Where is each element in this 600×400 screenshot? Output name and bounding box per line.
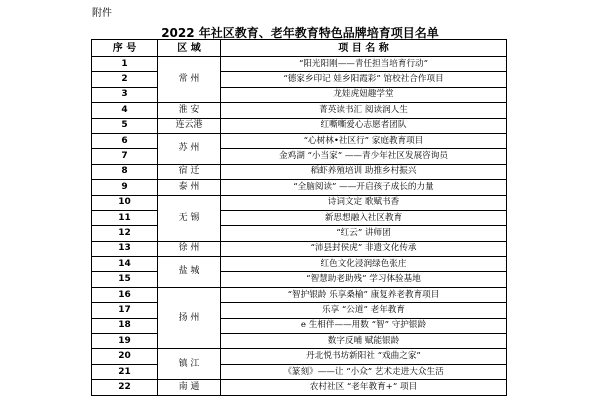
table-header-row bbox=[92, 40, 507, 57]
row-number: 20 bbox=[92, 349, 158, 364]
row-project-name: 农村社区 “老年教育+” 项目 bbox=[221, 380, 507, 395]
row-project-name: 诗词文定 歌赋书香 bbox=[221, 195, 507, 210]
row-number: 22 bbox=[92, 380, 158, 395]
table-body bbox=[92, 57, 507, 396]
table-row bbox=[92, 149, 507, 164]
table-row bbox=[92, 103, 507, 118]
row-project-name: 《篆刻》——让 “小众” 艺术走进大众生活 bbox=[221, 364, 507, 379]
row-number: 9 bbox=[92, 180, 158, 195]
table-row bbox=[92, 303, 507, 318]
row-region: 无 锡 bbox=[158, 195, 221, 241]
row-project-name: “全脑阅读” ——开启孩子成长的力量 bbox=[221, 180, 507, 195]
row-project-name: “智护银龄 乐享桑榆” 康复养老教育项目 bbox=[221, 287, 507, 302]
row-number: 5 bbox=[92, 118, 158, 133]
row-number: 6 bbox=[92, 133, 158, 148]
table-row bbox=[92, 241, 507, 256]
row-region: 盐 城 bbox=[158, 257, 221, 288]
project-table bbox=[91, 39, 507, 396]
header-name: 项 目 名 称 bbox=[221, 40, 507, 57]
row-region: 连云港 bbox=[158, 118, 221, 133]
table-row bbox=[92, 57, 507, 72]
table-row bbox=[92, 133, 507, 148]
row-project-name: 红嘶嘶爱心志愿者团队 bbox=[221, 118, 507, 133]
row-project-name: 乐享 “公道” 老年教育 bbox=[221, 303, 507, 318]
row-number: 18 bbox=[92, 318, 158, 333]
table-row bbox=[92, 87, 507, 102]
row-number: 16 bbox=[92, 287, 158, 302]
table-row bbox=[92, 287, 507, 302]
table-row bbox=[92, 195, 507, 210]
table-row bbox=[92, 349, 507, 364]
row-region: 苏 州 bbox=[158, 133, 221, 164]
row-number: 12 bbox=[92, 226, 158, 241]
row-project-name: 金鸡湖 “小当家” ——青少年社区发展咨询员 bbox=[221, 149, 507, 164]
table-row bbox=[92, 72, 507, 87]
row-number: 7 bbox=[92, 149, 158, 164]
table-row bbox=[92, 180, 507, 195]
row-project-name: 数字反哺 赋能银龄 bbox=[221, 334, 507, 349]
table-row bbox=[92, 164, 507, 179]
row-region: 常 州 bbox=[158, 57, 221, 103]
row-project-name: “红云” 讲师团 bbox=[221, 226, 507, 241]
row-number: 1 bbox=[92, 57, 158, 72]
row-number: 3 bbox=[92, 87, 158, 102]
header-region: 区 域 bbox=[158, 40, 221, 57]
row-project-name: “阳光阳刚——青任担当培育行动” bbox=[221, 57, 507, 72]
table-row bbox=[92, 226, 507, 241]
row-number: 15 bbox=[92, 272, 158, 287]
row-number: 19 bbox=[92, 334, 158, 349]
row-project-name: “德家乡印记 娃乡阳霞彩” 馆校社合作项目 bbox=[221, 72, 507, 87]
row-number: 21 bbox=[92, 364, 158, 379]
row-number: 13 bbox=[92, 241, 158, 256]
row-project-name: e 生相伴——用数 “智” 守护银龄 bbox=[221, 318, 507, 333]
row-region: 泰 州 bbox=[158, 180, 221, 195]
row-number: 2 bbox=[92, 72, 158, 87]
row-number: 17 bbox=[92, 303, 158, 318]
row-region: 南 通 bbox=[158, 380, 221, 395]
table-row bbox=[92, 364, 507, 379]
row-project-name: “沛县封侯虎” 非遗文化传承 bbox=[221, 241, 507, 256]
row-project-name: 龙娃虎妞趣学堂 bbox=[221, 87, 507, 102]
page-title: 2022 年社区教育、老年教育特色品牌培育项目名单 bbox=[161, 26, 439, 40]
row-region: 镇 江 bbox=[158, 349, 221, 380]
row-number: 10 bbox=[92, 195, 158, 210]
table-row bbox=[92, 210, 507, 225]
row-number: 4 bbox=[92, 103, 158, 118]
row-project-name: 红色文化浸润绿色张庄 bbox=[221, 257, 507, 272]
table-row bbox=[92, 318, 507, 333]
row-project-name: 菁英读书汇 阅读润人生 bbox=[221, 103, 507, 118]
row-project-name: 新思想融入社区教育 bbox=[221, 210, 507, 225]
row-project-name: 丹北悦书坊新阳社 “戏曲之家” bbox=[221, 349, 507, 364]
row-project-name: 稻虾养殖培训 助推乡村振兴 bbox=[221, 164, 507, 179]
attachment-label: 附件 bbox=[92, 8, 112, 19]
row-region: 宿 迁 bbox=[158, 164, 221, 179]
row-number: 14 bbox=[92, 257, 158, 272]
row-region: 淮 安 bbox=[158, 103, 221, 118]
row-number: 11 bbox=[92, 210, 158, 225]
table-row bbox=[92, 334, 507, 349]
table-row bbox=[92, 272, 507, 287]
table-row bbox=[92, 118, 507, 133]
row-number: 8 bbox=[92, 164, 158, 179]
table-row bbox=[92, 380, 507, 395]
header-num: 序 号 bbox=[92, 40, 158, 57]
row-region: 扬 州 bbox=[158, 287, 221, 349]
table-row bbox=[92, 257, 507, 272]
row-region: 徐 州 bbox=[158, 241, 221, 256]
row-project-name: “智慧助老助残” 学习体验基地 bbox=[221, 272, 507, 287]
row-project-name: “心树林•社区行” 家庭教育项目 bbox=[221, 133, 507, 148]
